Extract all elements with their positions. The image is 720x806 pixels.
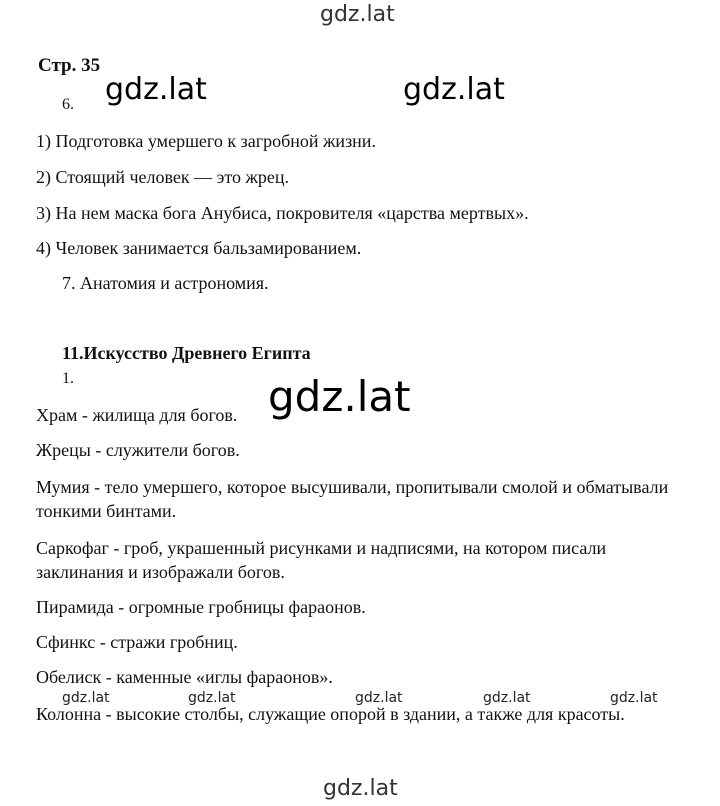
term-mummy: Мумия - тело умершего, которое высушивали, пропитывали смолой и обматывали тонкими бинтами. [36,477,669,521]
term-pyramid: Пирамида - огромные гробницы фараонов. [36,597,366,617]
watermark-right: gdz.lat [403,72,505,107]
watermark-small-2: gdz.lat [188,690,236,706]
watermark-top: gdz.lat [320,2,395,27]
term-sarcophagus: Саркофаг - гроб, украшенный рисунками и надписями, на котором писали заклинания и изображали богов. [36,538,607,582]
watermark-small-4: gdz.lat [483,690,531,706]
watermark-small-5: gdz.lat [610,690,658,706]
watermark-small-1: gdz.lat [62,690,110,706]
term-column: Колонна - высокие столбы, служащие опорой в здании, а также для красоты. [36,704,625,724]
term-obelisk: Обелиск - каменные «иглы фараонов». [36,667,333,687]
q6-answer-2: 2) Стоящий человек — это жрец. [36,167,290,187]
term-temple: Храм - жилища для богов. [36,405,238,425]
term-priests: Жрецы - служители богов. [36,440,240,460]
question-1-number: 1. [62,370,74,387]
watermark-bottom: gdz.lat [323,776,398,801]
q6-answer-1: 1) Подготовка умершего к загробной жизни. [36,131,376,151]
term-sphinx: Сфинкс - стражи гробниц. [36,632,238,652]
question-7-answer: 7. Анатомия и астрономия. [62,273,269,293]
watermark-center: gdz.lat [268,372,411,421]
q6-answer-3: 3) На нем маска бога Анубиса, покровителя «царства мертвых». [36,203,529,223]
watermark-small-3: gdz.lat [355,690,403,706]
page-heading: Стр. 35 [38,55,101,76]
section-title: 11.Искусство Древнего Египта [62,343,311,363]
watermark-left: gdz.lat [105,72,207,107]
q6-answer-4: 4) Человек занимается бальзамированием. [36,238,362,258]
question-6-number: 6. [62,96,74,113]
